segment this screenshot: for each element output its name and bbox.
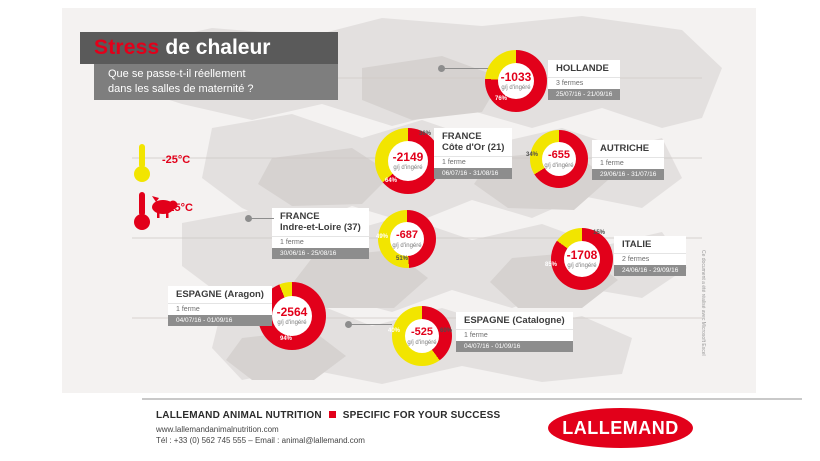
pct-yellow-france-indre-loire: 51%	[396, 256, 409, 262]
card-hollande[interactable]	[548, 60, 620, 100]
logo-text: LALLEMAND	[562, 417, 679, 438]
unit-espagne-aragon: g/j d'ingéré	[277, 320, 307, 326]
card-title-hollande: HOLLANDE	[548, 60, 620, 77]
card-espagne-aragon[interactable]	[168, 286, 272, 326]
value-france-indre-loire: -687	[395, 228, 419, 241]
footer-website[interactable]: www.lallemandanimalnutrition.com	[156, 425, 279, 434]
legend-row-cold	[120, 140, 240, 188]
value-hollande: -1033	[500, 70, 532, 84]
card-farms-autriche: 1 ferme	[592, 157, 664, 169]
footer-square-icon	[329, 411, 336, 418]
donut-autriche	[526, 130, 588, 188]
dot-france-indre-loire	[245, 215, 252, 222]
logo-trademark: ®	[682, 412, 687, 418]
card-dates-espagne-catalogne: 04/07/16 - 01/09/16	[456, 341, 573, 352]
pct-red-france-cote-dor: 64%	[385, 178, 398, 184]
card-title-autriche: AUTRICHE	[592, 140, 664, 157]
title-rest: de chaleur	[165, 36, 271, 59]
card-farms-espagne-catalogne: 1 ferme	[456, 329, 573, 341]
donut-france-cote-dor	[375, 128, 441, 194]
vertical-credit	[700, 250, 706, 260]
footer-title	[156, 410, 500, 421]
card-autriche[interactable]	[592, 140, 664, 180]
card-title-line1-france-cote-dor: FRANCE	[442, 131, 482, 142]
pct-red-hollande: 76%	[495, 96, 508, 102]
card-farms-france-indre-loire: 1 ferme	[272, 236, 369, 248]
value-italie: -1708	[566, 248, 598, 262]
value-france-cote-dor: -2149	[392, 150, 424, 164]
node-italie[interactable]	[545, 228, 613, 290]
pct-yellow-espagne-catalogne: 60%	[440, 328, 453, 334]
card-title-france-cote-dor	[434, 128, 512, 156]
node-hollande[interactable]	[485, 50, 547, 112]
leader-hollande	[443, 68, 488, 69]
footer-contact[interactable]: Tél : +33 (0) 562 745 555 – Email : animal@lallemand.com	[156, 436, 365, 445]
pct-red-espagne-aragon: 94%	[280, 336, 293, 342]
pct-yellow-france-cote-dor: 36%	[419, 131, 432, 137]
unit-italie: g/j d'ingéré	[567, 263, 597, 269]
value-autriche: -655	[547, 148, 571, 161]
node-france-cote-dor[interactable]	[375, 128, 441, 194]
pct-red-italie: 85%	[545, 262, 558, 268]
card-title-line1-france-indre-loire: FRANCE	[280, 211, 320, 222]
legend-label-cold: -25°C	[162, 154, 191, 166]
donut-france-indre-loire	[378, 210, 436, 268]
card-dates-france-cote-dor: 06/07/16 - 31/08/16	[434, 168, 512, 179]
subtitle-bar	[94, 64, 338, 100]
node-france-indre-loire[interactable]	[378, 210, 436, 268]
card-italie[interactable]	[614, 236, 686, 276]
donut-hollande	[485, 50, 547, 112]
donut-espagne-catalogne	[388, 306, 453, 366]
card-title-espagne-aragon: ESPAGNE (Aragon)	[168, 286, 272, 303]
card-dates-autriche: 29/06/16 - 31/07/16	[592, 169, 664, 180]
unit-autriche: g/j d'ingéré	[544, 162, 574, 169]
dot-espagne-catalogne	[345, 321, 352, 328]
value-espagne-aragon: -2564	[276, 305, 308, 319]
thermometer-cold-icon	[130, 142, 154, 186]
donut-italie	[545, 228, 613, 290]
card-dates-espagne-aragon: 04/07/16 - 01/09/16	[168, 315, 272, 326]
unit-hollande: g/j d'ingéré	[501, 85, 531, 91]
value-espagne-catalogne: -525	[410, 325, 434, 338]
leader-france-indre-loire	[250, 218, 274, 219]
lallemand-logo	[548, 408, 693, 448]
footer-title-right: SPECIFIC FOR YOUR SUCCESS	[342, 410, 501, 421]
pct-yellow-autriche: 34%	[526, 152, 539, 158]
card-title-line2-france-indre-loire: Indre-et-Loire (37)	[280, 222, 361, 233]
node-espagne-catalogne[interactable]	[388, 306, 453, 366]
pct-red-france-indre-loire: 49%	[376, 234, 389, 240]
title-highlight: Stress	[94, 36, 160, 59]
pct-yellow-italie: 15%	[593, 230, 606, 236]
node-autriche[interactable]	[526, 130, 588, 188]
pct-red-espagne-catalogne: 40%	[388, 328, 401, 334]
card-farms-italie: 2 fermes	[614, 253, 686, 265]
title-bar	[80, 32, 338, 64]
card-france-indre-loire[interactable]	[272, 208, 369, 259]
unit-espagne-catalogne: g/j d'ingéré	[407, 339, 437, 346]
card-france-cote-dor[interactable]	[434, 128, 512, 179]
dot-hollande	[438, 65, 445, 72]
subtitle-line1: Que se passe-t-il réellement	[108, 68, 246, 80]
legend-label-hot: +25°C	[162, 202, 194, 214]
card-title-line2-france-cote-dor: Côte d'Or (21)	[442, 142, 505, 153]
unit-france-cote-dor: g/j d'ingéré	[393, 165, 423, 171]
card-dates-hollande: 25/07/16 - 21/09/16	[548, 89, 620, 100]
leader-espagne-catalogne	[350, 324, 392, 325]
card-farms-hollande: 3 fermes	[548, 77, 620, 89]
temperature-legend	[120, 140, 240, 236]
legend-row-hot	[120, 188, 240, 236]
unit-france-indre-loire: g/j d'ingéré	[392, 242, 422, 249]
card-farms-espagne-aragon: 1 ferme	[168, 303, 272, 315]
card-dates-italie: 24/06/16 - 29/09/16	[614, 265, 686, 276]
card-title-espagne-catalogne: ESPAGNE (Catalogne)	[456, 312, 573, 329]
card-dates-france-indre-loire: 30/06/16 - 25/08/16	[272, 248, 369, 259]
footer-title-left: LALLEMAND ANIMAL NUTRITION	[156, 410, 322, 421]
footer-divider	[142, 398, 802, 400]
subtitle-line2: dans les salles de maternité ?	[108, 83, 254, 95]
card-title-italie: ITALIE	[614, 236, 686, 253]
card-title-france-indre-loire	[272, 208, 369, 236]
card-espagne-catalogne[interactable]	[456, 312, 573, 352]
card-farms-france-cote-dor: 1 ferme	[434, 156, 512, 168]
